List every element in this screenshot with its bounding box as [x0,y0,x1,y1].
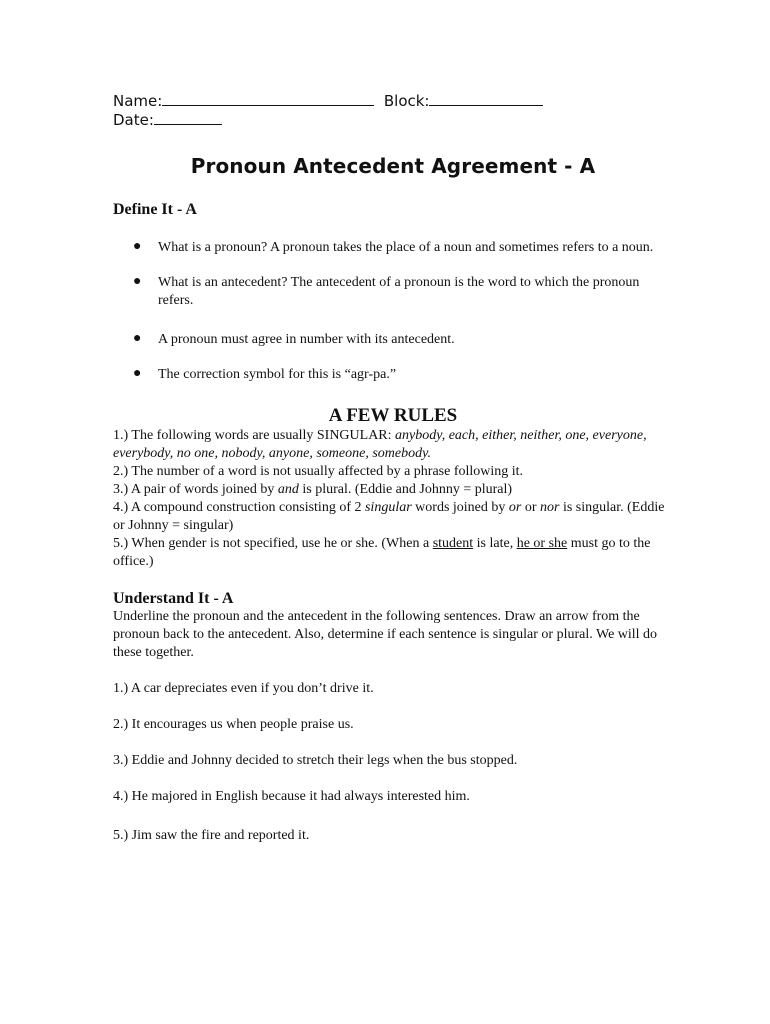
bullet-text: The correction symbol for this is “agr-pa.” [158,367,397,382]
rule-text: is singular. (Eddie or Johnny = singular) [113,500,665,533]
date-blank[interactable] [154,111,222,125]
rule-text: 5.) When gender is not specified, use he or she. (When a [113,536,433,551]
rule-text: must go to the office.) [113,536,651,569]
rule-4 [113,499,673,535]
instructions: Underline the pronoun and the antecedent in the following sentences. Draw an arrow from the pronoun back to the antecedent. Also, determine if each sentence is singular or plural. We will do these together. [113,609,658,660]
bullet-icon: ● [133,331,142,346]
rules-list [113,427,673,571]
sentence-list [113,680,673,845]
bullet-icon: ● [133,366,142,381]
underlined-pronoun: he or she [516,536,568,551]
bullet-icon: ● [133,274,142,289]
rule-emphasis: singular [364,500,412,515]
define-heading: Define It - A [113,201,197,218]
rule-emphasis: nor [540,500,560,515]
rules-heading: A FEW RULES [328,405,458,426]
date-line [113,111,673,130]
practice-sentence: 1.) A car depreciates even if you don’t drive it. [113,681,374,696]
rule-1 [113,427,673,463]
rule-text: words joined by [411,500,509,515]
rule-2: 2.) The number of a word is not usually affected by a phrase following it. [113,464,524,479]
page-title: Pronoun Antecedent Agreement - A [190,154,596,178]
practice-sentence: 5.) Jim saw the fire and reported it. [113,828,310,843]
define-bullet-list [113,239,673,384]
rule-text: is plural. (Eddie and Johnny = plural) [298,482,513,497]
practice-sentence: 2.) It encourages us when people praise us. [113,717,354,732]
bullet-item [113,239,673,257]
block-blank[interactable] [429,92,543,106]
name-blank[interactable] [162,92,374,106]
bullet-text: A pronoun must agree in number with its antecedent. [158,332,455,347]
understand-heading: Understand It - A [113,590,234,607]
worksheet-page [113,92,673,845]
bullet-icon: ● [133,239,142,254]
bullet-item [113,331,673,349]
bullet-text: What is a pronoun? A pronoun takes the place of a noun and sometimes refers to a noun. [158,240,654,255]
rule-text: 3.) A pair of words joined by [113,482,278,497]
singular-words: anybody, each, either, neither, one, everyone, everybody, no one, nobody, anyone, someone, somebody. [113,428,647,461]
bullet-item [113,274,673,310]
rule-text: or [521,500,541,515]
rule-3 [113,481,673,499]
rule-text: 4.) A compound construction consisting of 2 [113,500,365,515]
student-info-header [113,92,673,130]
block-label: Block: [383,92,430,110]
bullet-item [113,366,673,384]
rule-5 [113,535,673,571]
bullet-text: What is an antecedent? The antecedent of a pronoun is the word to which the pronoun refers. [158,275,640,308]
rule-emphasis: and [277,482,299,497]
practice-sentence: 3.) Eddie and Johnny decided to stretch their legs when the bus stopped. [113,753,518,768]
name-label: Name: [113,92,163,110]
name-block-line [113,92,673,111]
rule-text: is late, [473,536,517,551]
underlined-antecedent: student [432,536,474,551]
practice-sentence: 4.) He majored in English because it had always interested him. [113,789,470,804]
rule-emphasis: or [508,500,522,515]
rule-text: 1.) The following words are usually SINGULAR: [113,428,396,443]
date-label: Date: [113,111,154,129]
